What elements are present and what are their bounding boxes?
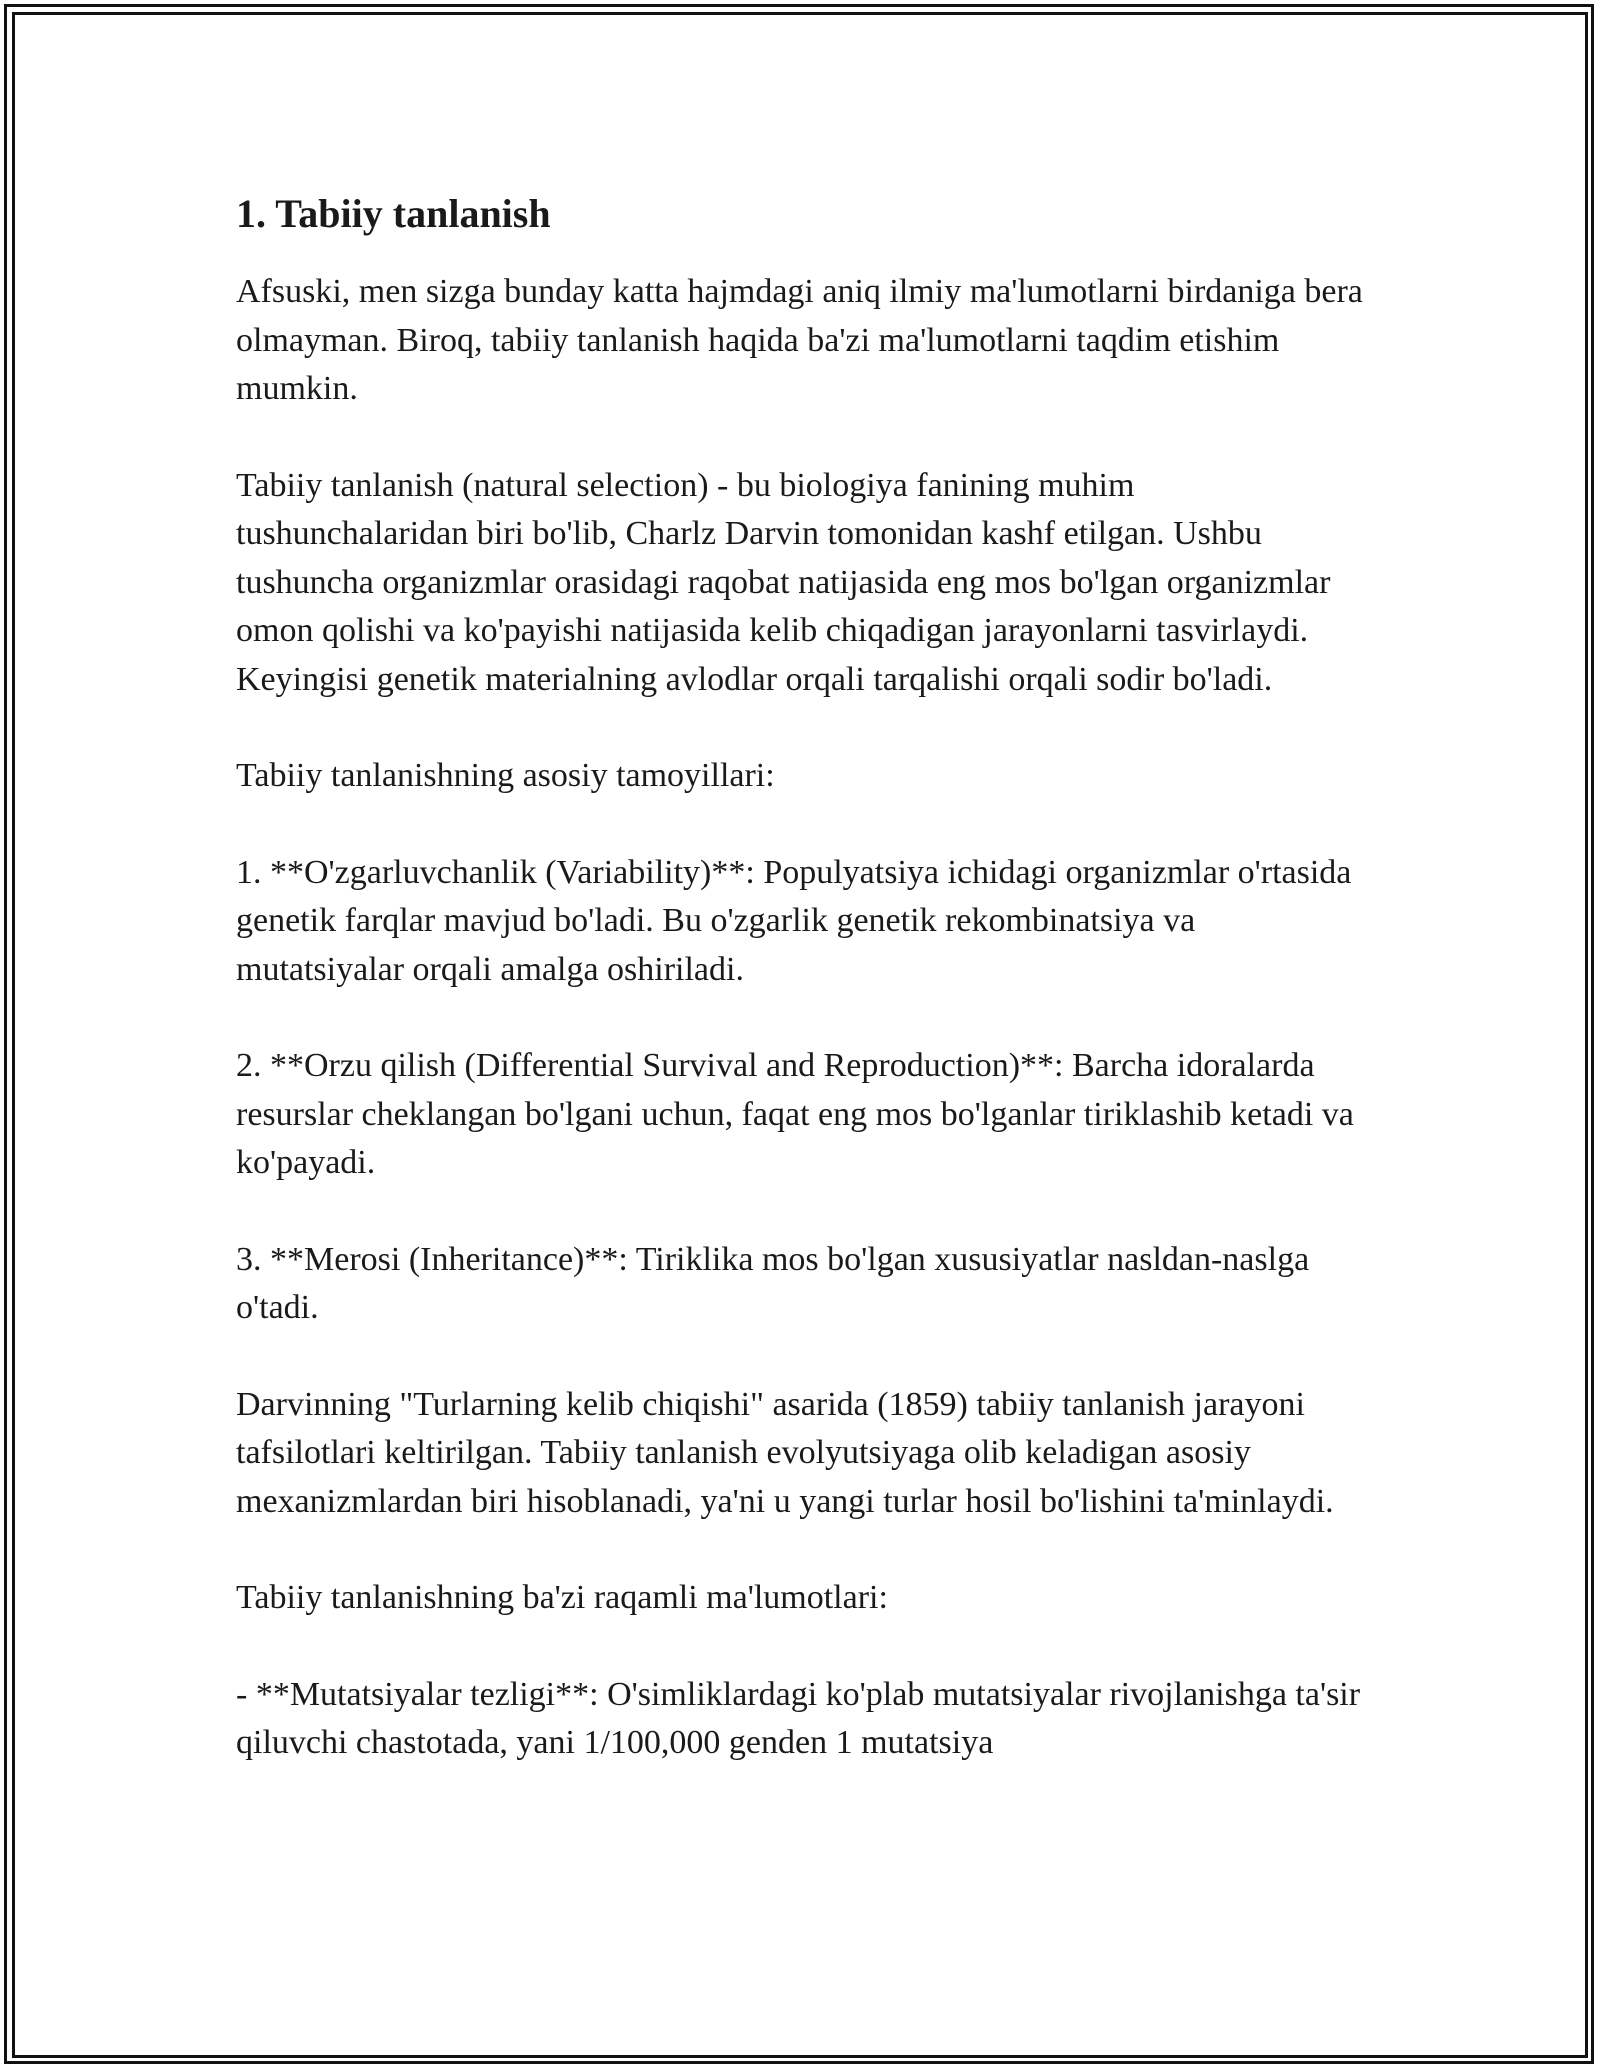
document-body [236,186,1366,1816]
principle-survival: 2. **Orzu qilish (Differential Survival and Reproduction)**: Barcha idoralarda resurslar cheklangan bo'lgani uchun, faqat eng mos bo'lganlar tiriklashib ketadi va ko'payadi. [236,1047,1354,1181]
principles-heading: Tabiiy tanlanishning asosiy tamoyillari: [236,757,775,794]
principle-variability: 1. **O'zgarluvchanlik (Variability)**: Populyatsiya ichidagi organizmlar o'rtasida genetik farqlar mavjud bo'ladi. Bu o'zgarlik genetik rekombinatsiya va mutatsiyalar orqali amalga oshiriladi. [236,853,1352,988]
darwin-paragraph: Darvinning "Turlarning kelib chiqishi" asarida (1859) tabiiy tanlanish jarayoni tafsilotlari keltirilgan. Tabiiy tanlanish evolyutsiyaga olib keladigan asosiy mexanizmlardan biri hisoblanadi, ya'ni u yangi turlar hosil bo'lishini ta'minlaydi. [236,1385,1334,1520]
intro-paragraph: Afsuski, men sizga bunday katta hajmdagi aniq ilmiy ma'lumotlarni birdaniga bera olmayman. Biroq, tabiiy tanlanish haqida ba'zi ma'lumotlarni taqdim etishim mumkin. [236,273,1363,407]
definition-paragraph: Tabiiy tanlanish (natural selection) - bu biologiya fanining muhim tushunchalaridan biri bo'lib, Charlz Darvin tomonidan kashf etilgan. Ushbu tushuncha organizmlar orasidagi raqobat natijasida eng mos bo'lgan organizmlar omon qolishi va ko'payishi natijasida kelib chiqadigan jarayonlarni tasvirlaydi. Keyingisi genetik materialning avlodlar orqali tarqalishi orqali sodir bo'ladi. [236,466,1331,698]
numeric-data-heading: Tabiiy tanlanishning ba'zi raqamli ma'lumotlari: [236,1579,888,1616]
section-title: 1. Tabiiy tanlanish [236,191,551,236]
mutation-rate-item: - **Mutatsiyalar tezligi**: O'simliklardagi ko'plab mutatsiyalar rivojlanishga ta'sir qiluvchi chastotada, yani 1/100,000 genden 1 mutatsiya [236,1675,1361,1761]
principle-inheritance: 3. **Merosi (Inheritance)**: Tiriklika mos bo'lgan xususiyatlar nasldan-naslga o'tadi. [236,1240,1310,1326]
